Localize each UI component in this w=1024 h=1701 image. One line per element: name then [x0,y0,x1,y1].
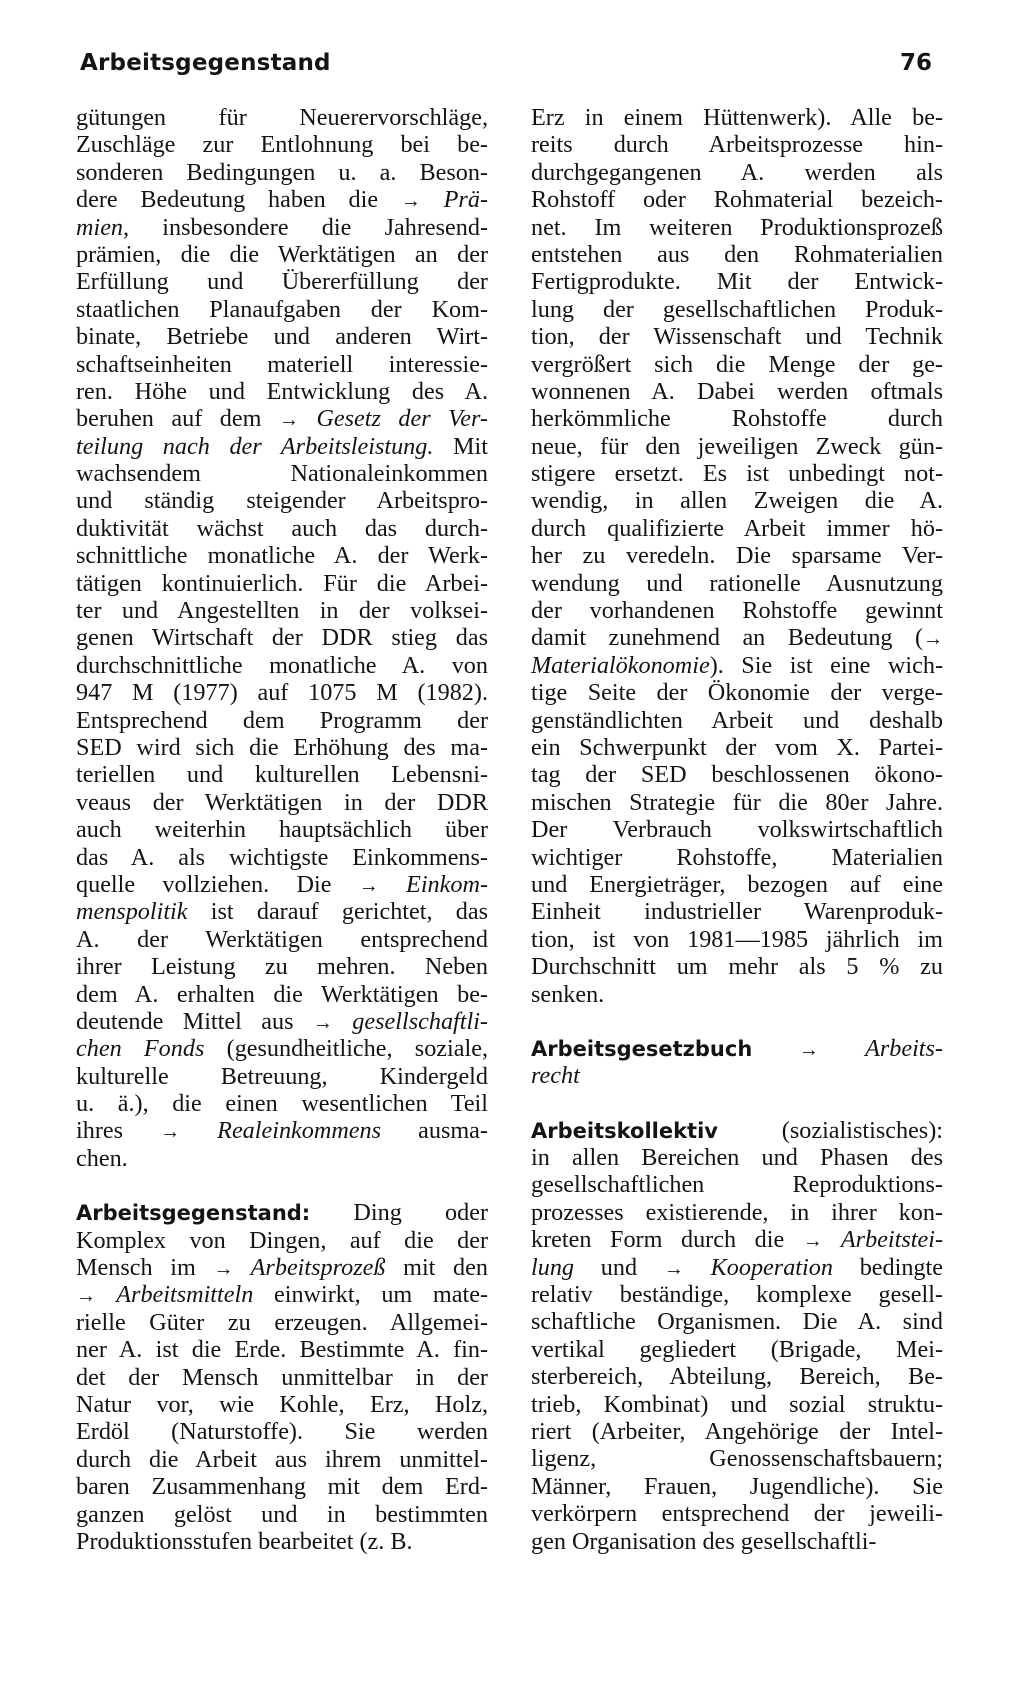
text-run: ner A. ist die Erde. Bestimmte A. fin- [76,1336,488,1364]
text-line [531,1445,943,1472]
text-run: 947 M (1977) auf 1075 M (1982). [76,679,488,707]
text-run: prozesses existierende, in ihrer kon- [531,1198,943,1226]
text-run: tätigen kontinuierlich. Für die Arbei- [76,569,488,597]
text-run: ). Sie ist eine wich- [709,651,943,679]
text-run: wendig, in allen Zweigen die A. [531,487,943,515]
text-line [531,131,943,158]
text-line [531,1144,943,1171]
text-run: schaftliche Organismen. Die A. sind [531,1308,943,1336]
text-run: SED wird sich die Erhöhung des ma- [76,733,488,761]
text-run: Erdöl (Naturstoffe). Sie werden [76,1418,488,1446]
text-run: mischen Strategie für die 80er Jahre. [531,788,943,816]
text-line [531,1308,943,1335]
text-run: dem A. erhalten die Werktätigen be- [76,980,488,1008]
text-line [76,707,488,734]
text-line [76,679,488,706]
text-run: wichtiger Rohstoffe, Materialien [531,843,943,871]
text-line [531,296,943,323]
text-line [531,487,943,514]
text-run: stigere ersetzt. Es ist unbedingt not- [531,460,943,488]
text-run: beruhen auf dem [76,405,279,433]
cross-reference-arrow: → [923,628,943,651]
text-line [531,789,943,816]
text-run: mit den [385,1254,488,1282]
text-run: Erfüllung und Übererfüllung der [76,268,488,296]
text-run: binate, Betriebe und anderen Wirt- [76,323,488,351]
text-run: neue, für den jeweiligen Zweck gün- [531,432,943,460]
text-line [531,542,943,569]
text-run: quelle vollziehen. Die [76,870,359,898]
text-line [76,898,488,925]
text-line [76,734,488,761]
text-run: Entsprechend dem Programm der [76,706,488,734]
text-run: bedingte [832,1253,943,1281]
text-run: Zuschläge zur Entlohnung bei be- [76,131,488,159]
cross-reference-term: Prä- [420,186,488,214]
text-run: herkömmliche Rohstoffe durch [531,405,943,433]
text-line [531,624,943,651]
text-line [76,515,488,542]
text-line [531,1336,943,1363]
text-line [76,1090,488,1117]
cross-reference-arrow: → [278,409,299,432]
text-run: teriellen und kulturellen Lebensni- [76,761,488,789]
text-line [531,981,943,1008]
text-run: Erz in einem Hüttenwerk). Alle be- [531,104,943,131]
text-line [76,1473,488,1500]
text-line [76,1446,488,1473]
cross-reference-arrow: → [213,1258,234,1281]
text-line [76,597,488,624]
text-line [76,186,488,213]
text-run: kreten Form durch die [531,1226,803,1254]
text-run: damit zunehmend an Bedeutung ( [531,624,923,652]
text-line [531,378,943,405]
text-run: kulturelle Betreuung, Kindergeld [76,1062,488,1090]
text-run: entstehen aus den Rohmaterialien [531,240,943,268]
cross-reference-term: Materialökonomie [531,651,710,679]
text-line [531,405,943,432]
text-run: duktivität wächst auch das durch- [76,514,488,542]
running-head: Arbeitsgegenstand [80,50,331,76]
text-line [531,1254,943,1281]
text-run: ganzen gelöst und in bestimmten [76,1500,488,1528]
text-line [531,652,943,679]
entry-headword: Arbeitsgesetzbuch [531,1036,753,1061]
text-line [531,1226,943,1253]
text-line [76,871,488,898]
text-line [76,1528,488,1555]
text-line [531,844,943,871]
text-line [531,816,943,843]
text-run: durch die Arbeit aus ihrem unmittel- [76,1445,488,1473]
text-line [76,1254,488,1281]
entry-headword: Arbeitskollektiv [531,1118,718,1143]
text-line [76,1336,488,1363]
text-line [76,1117,488,1144]
text-run: veaus der Werktätigen in der DDR [76,788,488,816]
text-run: und ständig steigender Arbeitspro- [76,487,488,515]
text-line [76,1063,488,1090]
text-run: insbesondere die Jahresend- [129,213,488,241]
entry-separator [531,1008,943,1035]
text-line [76,1145,488,1172]
text-line [531,898,943,925]
text-run: vertikal gegliedert (Brigade, Mei- [531,1335,943,1363]
cross-reference-term: recht [531,1062,580,1090]
text-line [76,981,488,1008]
text-line [76,816,488,843]
cross-reference-arrow: → [160,1121,181,1144]
text-run: u. ä.), die einen wesentlichen Teil [76,1090,488,1118]
cross-reference-term: chen Fonds [76,1035,205,1063]
text-line [76,405,488,432]
text-line [531,351,943,378]
text-line [531,1363,943,1390]
text-line [531,214,943,241]
text-run: das A. als wichtigste Einkommens- [76,843,488,871]
text-line [531,1473,943,1500]
text-run: vergrößert sich die Menge der ge- [531,350,943,378]
text-run: wachsendem Nationaleinkommen [76,460,488,488]
text-run: Fertigprodukte. Mit der Entwick- [531,268,943,296]
text-run: tion, der Wissenschaft und Technik [531,323,943,351]
cross-reference-arrow: → [76,1285,96,1308]
cross-reference-term: Arbeitstei- [822,1226,944,1254]
text-line [76,761,488,788]
text-run: und Energieträger, bezogen auf eine [531,870,943,898]
text-line [531,679,943,706]
entry-headword: Arbeitsgegenstand: [76,1201,311,1226]
text-line [531,570,943,597]
text-run: net. Im weiteren Produktionsprozeß [531,213,943,241]
cross-reference-term: Arbeitsmitteln [96,1281,254,1309]
text-run: genen Wirtschaft der DDR stieg das [76,624,488,652]
text-run: auch weiterhin hauptsächlich über [76,816,488,844]
text-line [76,296,488,323]
text-run: und [574,1253,664,1281]
text-run: in allen Bereichen und Phasen des [531,1144,943,1172]
text-run: Männer, Frauen, Jugendliche). Sie [531,1472,943,1500]
text-line [76,1281,488,1308]
text-run: (sozialistisches): [717,1116,943,1144]
text-line [76,1309,488,1336]
text-run: schnittliche monatliche A. der Werk- [76,542,488,570]
text-run: Produktionsstufen bearbeitet (z. B. [76,1527,413,1555]
text-line [76,926,488,953]
text-run: baren Zusammenhang mit dem Erd- [76,1473,488,1501]
text-line [76,460,488,487]
text-line [531,1117,943,1144]
text-line [76,378,488,405]
text-run: einwirkt, um mate- [253,1281,488,1309]
text-run: ligenz, Genossenschaftsbauern; [531,1445,943,1473]
cross-reference-term: mien, [76,213,130,241]
text-line [76,104,488,131]
text-line [76,159,488,186]
text-line [76,542,488,569]
text-line [531,1199,943,1226]
text-run: ihres [76,1117,161,1145]
text-line [531,734,943,761]
text-line [76,268,488,295]
text-line [76,570,488,597]
text-run: tag der SED beschlossenen ökono- [531,761,943,789]
text-run: Rohstoff oder Rohmaterial bezeich- [531,186,943,214]
text-run: lung der gesellschaftlichen Produk- [531,295,943,323]
text-run [752,1035,799,1062]
entry-separator [76,1172,488,1199]
cross-reference-arrow: → [798,1038,819,1061]
text-run: riert (Arbeiter, Angehörige der Intel- [531,1417,943,1445]
text-run: trieb, Kombinat) und sozial struktu- [531,1390,943,1418]
text-run: Durchschnitt um mehr als 5 % zu [531,953,943,981]
cross-reference-arrow: → [400,190,421,213]
text-run: genständlichten Arbeit und deshalb [531,706,943,734]
text-run: ihrer Leistung zu mehren. Neben [76,953,488,981]
text-run: her zu veredeln. Die sparsame Ver- [531,542,943,570]
text-run: prämien, die die Werktätigen an der [76,240,488,268]
cross-reference-arrow: → [802,1230,823,1253]
page-number: 76 [899,50,932,76]
text-line [531,707,943,734]
text-line [531,926,943,953]
text-run: sterbereich, Abteilung, Bereich, Be- [531,1363,943,1391]
cross-reference-term: menspolitik [76,898,188,926]
cross-reference-term: Realeinkommens [180,1117,382,1145]
cross-reference-term: Arbeits- [818,1034,943,1062]
text-run: ter und Angestellten in der volksei- [76,597,488,625]
text-line [531,515,943,542]
text-line [76,953,488,980]
cross-reference-term: lung [531,1253,575,1281]
text-line [531,1062,943,1089]
text-line [531,1035,943,1062]
text-line [76,1391,488,1418]
text-line [76,487,488,514]
text-line [531,186,943,213]
cross-reference-term: Arbeitsprozeß [233,1254,386,1282]
text-run: senken. [531,980,605,1008]
cross-reference-term: gesellschaftli- [332,1007,488,1035]
text-line [76,433,488,460]
text-line [531,323,943,350]
text-line [76,1199,488,1226]
text-line [76,351,488,378]
text-run: reits durch Arbeitsprozesse hin- [531,131,943,159]
text-run: rielle Güter zu erzeugen. Allgemei- [76,1308,488,1336]
text-line [531,104,943,131]
text-run: tige Seite der Ökonomie der verge- [531,679,943,707]
text-run: Einheit industrieller Warenproduk- [531,898,943,926]
text-run: chen. [76,1144,128,1172]
text-line [531,460,943,487]
text-line [76,652,488,679]
text-run: (gesundheitliche, soziale, [204,1035,488,1063]
text-run: verkörpern entsprechend der jeweili- [531,1500,943,1528]
text-line [531,433,943,460]
text-run: Mensch im [76,1254,214,1282]
text-run: ein Schwerpunkt der vom X. Partei- [531,733,943,761]
text-run: ist darauf gerichtet, das [187,898,488,926]
text-line [76,323,488,350]
text-run: gesellschaftlichen Reproduktions- [531,1171,943,1199]
text-line [531,268,943,295]
text-line [76,1227,488,1254]
cross-reference-term: teilung nach der Arbeitsleistung. [76,432,434,460]
text-line [76,241,488,268]
right-text-column [531,104,943,1555]
text-run: Der Verbrauch volkswirtschaftlich [531,816,943,844]
text-line [531,1391,943,1418]
text-line [531,597,943,624]
entry-separator [531,1090,943,1117]
text-run: ren. Höhe und Entwicklung des A. [76,377,488,405]
text-line [531,761,943,788]
left-text-column [76,104,488,1555]
cross-reference-arrow: → [312,1011,333,1034]
cross-reference-term: Kooperation [683,1253,833,1281]
text-run: dere Bedeutung haben die [76,186,401,214]
text-line [76,624,488,651]
text-run: schaftseinheiten materiell interessie- [76,350,488,378]
text-line [76,1008,488,1035]
text-run: Ding oder [310,1199,488,1227]
text-run: der vorhandenen Rohstoffe gewinnt [531,597,943,625]
text-run: ausma- [381,1117,488,1145]
text-line [76,1418,488,1445]
text-line [531,1500,943,1527]
text-run: durchschnittliche monatliche A. von [76,651,488,679]
cross-reference-term: Gesetz der Ver- [298,405,488,433]
text-line [76,1501,488,1528]
text-line [531,871,943,898]
text-run: durch qualifizierte Arbeit immer hö- [531,514,943,542]
text-run: durchgegangenen A. werden als [531,158,943,186]
text-line [531,159,943,186]
text-run: det der Mensch unmittelbar in der [76,1363,488,1391]
text-line [531,953,943,980]
text-line [531,1418,943,1445]
text-run: wonnenen A. Dabei werden oftmals [531,377,943,405]
text-line [76,1364,488,1391]
text-run: Natur vor, wie Kohle, Erz, Holz, [76,1390,488,1418]
text-run: A. der Werktätigen entsprechend [76,925,488,953]
text-run: gen Organisation des gesellschaftli- [531,1527,877,1555]
text-run: Komplex von Dingen, auf die der [76,1226,488,1254]
text-run: sonderen Bedingungen u. a. Beson- [76,158,488,186]
text-line [76,131,488,158]
text-line [76,789,488,816]
text-run: wendung und rationelle Ausnutzung [531,569,943,597]
text-line [531,241,943,268]
cross-reference-term: Einkom- [378,870,488,898]
cross-reference-arrow: → [663,1257,684,1280]
text-line [76,214,488,241]
text-line [531,1171,943,1198]
text-line [76,1035,488,1062]
text-run: deutende Mittel aus [76,1007,313,1035]
page-header [80,50,944,90]
text-run: staatlichen Planaufgaben der Kom- [76,295,488,323]
cross-reference-arrow: → [358,874,379,897]
text-run: Mit [433,432,488,460]
text-run: gütungen für Neuerervorschläge, [76,104,488,131]
text-run: relativ beständige, komplexe gesell- [531,1281,943,1309]
text-line [531,1281,943,1308]
text-line [76,844,488,871]
text-run: tion, ist von 1981—1985 jährlich im [531,925,943,953]
text-line [531,1528,943,1555]
